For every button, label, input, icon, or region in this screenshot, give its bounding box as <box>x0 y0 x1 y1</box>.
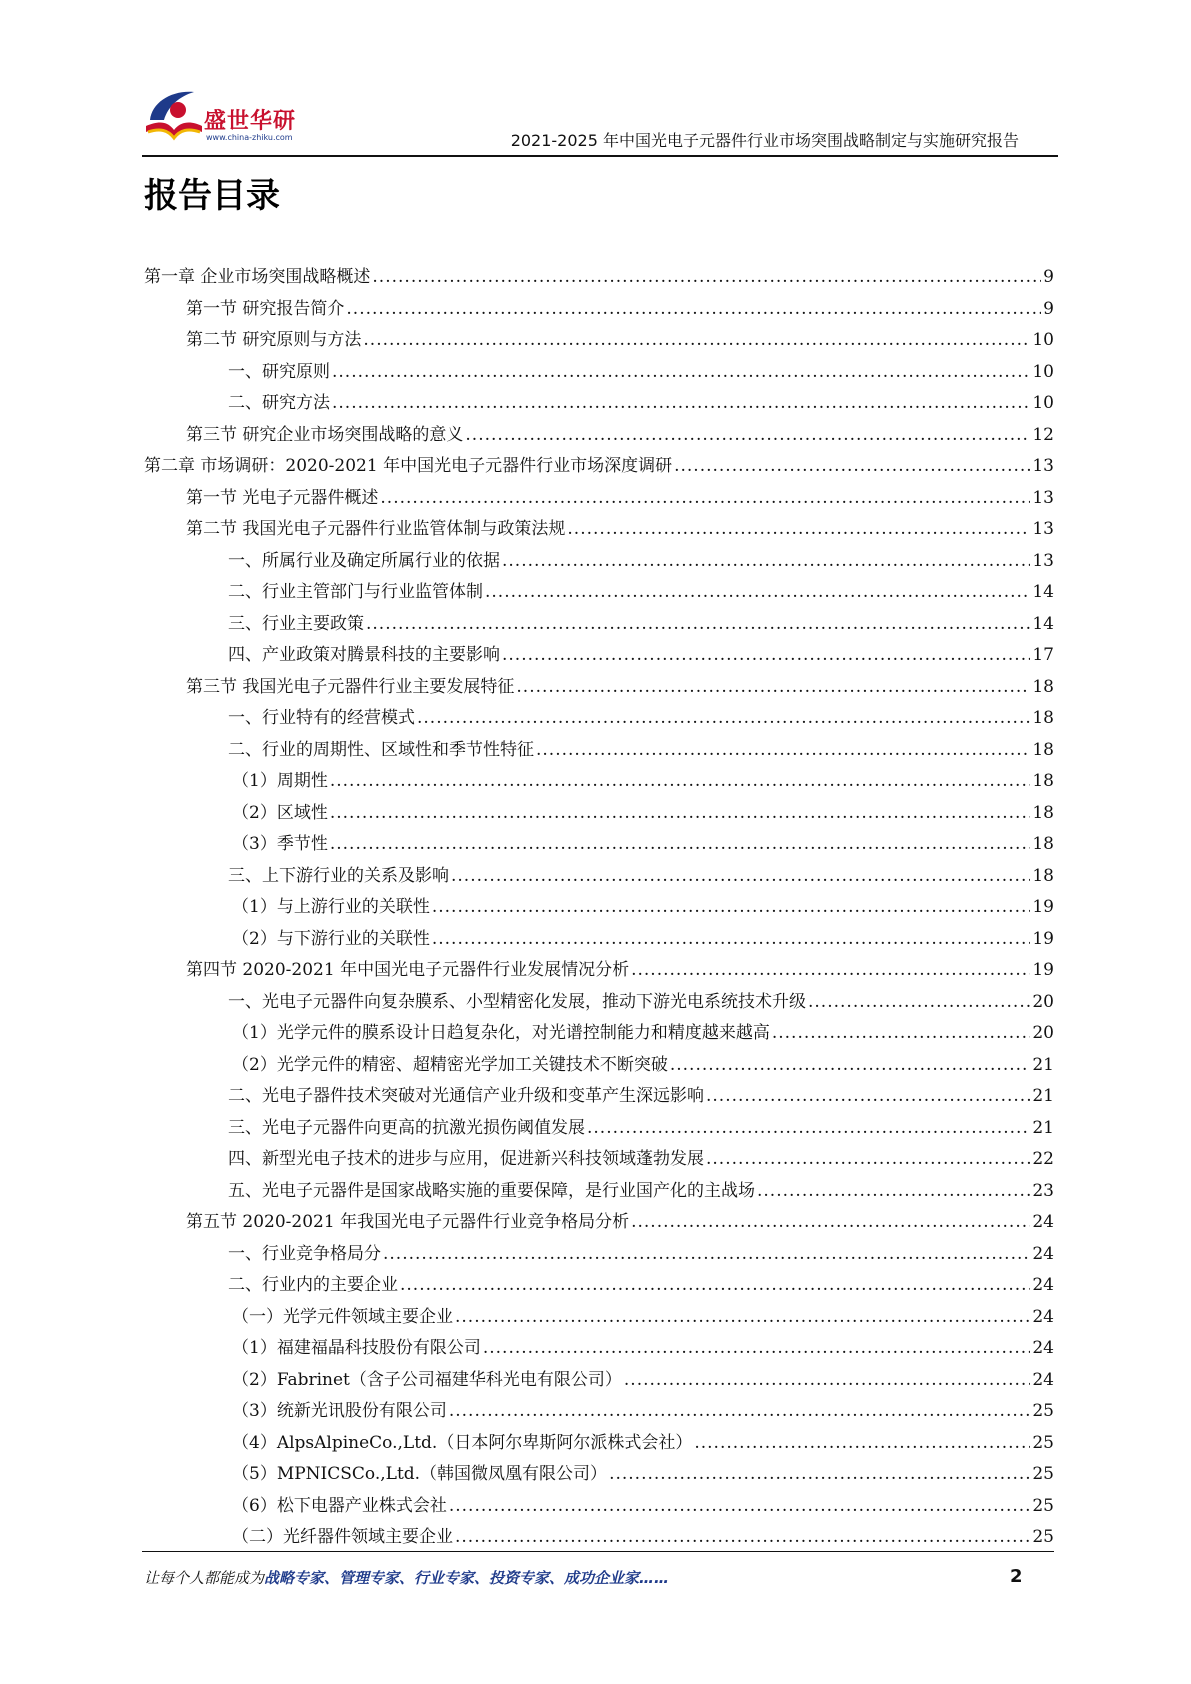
toc-entry[interactable] <box>144 766 1054 798</box>
toc-entry-page: 24 <box>1032 1275 1054 1295</box>
toc-entry[interactable] <box>144 1396 1054 1428</box>
toc-entry-page: 18 <box>1032 708 1054 728</box>
toc-leader-dots <box>624 1370 1030 1390</box>
header-divider <box>142 155 1058 157</box>
toc-entry-label: （6）松下电器产业株式会社 <box>232 1495 447 1516</box>
toc-entry[interactable] <box>144 735 1054 767</box>
report-title: 2021-2025 年中国光电子元器件行业市场突围战略制定与实施研究报告 <box>510 131 1019 150</box>
toc-entry-page: 12 <box>1032 424 1054 445</box>
toc-leader-dots <box>449 1496 1031 1516</box>
toc-entry[interactable] <box>144 1333 1054 1365</box>
toc-entry-page: 22 <box>1032 1149 1054 1169</box>
toc-entry[interactable] <box>144 672 1054 704</box>
toc-leader-dots <box>417 708 1030 728</box>
toc-entry-page: 13 <box>1032 550 1054 571</box>
toc-entry-page: 19 <box>1032 928 1054 949</box>
toc-entry-label: 一、行业竞争格局分 <box>228 1243 381 1264</box>
toc-leader-dots <box>483 1338 1031 1358</box>
toc-entry[interactable] <box>144 1270 1054 1302</box>
toc-entry[interactable] <box>144 294 1054 326</box>
toc-entry-page: 20 <box>1032 991 1054 1012</box>
toc-leader-dots <box>567 519 1030 539</box>
toc-entry[interactable] <box>144 1207 1054 1239</box>
toc-leader-dots <box>631 960 1030 980</box>
toc-entry[interactable] <box>144 1428 1054 1460</box>
toc-entry-label: 第三节 我国光电子元器件行业主要发展特征 <box>186 676 515 697</box>
toc-entry[interactable] <box>144 640 1054 672</box>
toc-entry-page: 25 <box>1032 1401 1054 1421</box>
toc-entry[interactable] <box>144 451 1054 483</box>
toc-entry[interactable] <box>144 987 1054 1019</box>
toc-entry[interactable] <box>144 357 1054 389</box>
toc-entry[interactable] <box>144 861 1054 893</box>
toc-entry-page: 14 <box>1032 613 1054 634</box>
toc-entry-page: 9 <box>1043 267 1054 287</box>
toc-entry-page: 13 <box>1032 456 1054 476</box>
toc-entry-page: 21 <box>1032 1086 1054 1106</box>
toc-entry-label: （1）周期性 <box>232 771 328 791</box>
toc-entry-page: 18 <box>1032 834 1054 854</box>
toc-leader-dots <box>587 1118 1030 1138</box>
toc-entry-label: 二、研究方法 <box>228 393 330 413</box>
toc-entry[interactable] <box>144 1459 1054 1491</box>
toc-leader-dots <box>502 645 1030 665</box>
toc-entry-label: 一、光电子元器件向复杂膜系、小型精密化发展，推动下游光电系统技术升级 <box>228 991 806 1012</box>
toc-entry-label: 第二节 我国光电子元器件行业监管体制与政策法规 <box>186 519 566 539</box>
toc-entry-page: 24 <box>1032 1212 1054 1232</box>
toc-entry-label: （3）季节性 <box>232 834 328 854</box>
toc-leader-dots <box>609 1464 1030 1484</box>
toc-leader-dots <box>346 299 1041 319</box>
page-number: 2 <box>1010 1566 1023 1587</box>
toc-entry-label: （2）Fabrinet（含子公司福建华科光电有限公司） <box>232 1369 622 1390</box>
toc-entry-label: （1）与上游行业的关联性 <box>232 897 430 917</box>
toc-entry-label: 第四节 2020-2021 年中国光电子元器件行业发展情况分析 <box>186 960 630 980</box>
toc-entry-page: 25 <box>1032 1495 1054 1516</box>
toc-leader-dots <box>706 1086 1030 1106</box>
toc-entry-page: 18 <box>1032 865 1054 886</box>
toc-entry-label: 二、行业内的主要企业 <box>228 1275 398 1295</box>
toc-entry[interactable] <box>144 955 1054 987</box>
toc-entry-page: 19 <box>1032 897 1054 917</box>
toc-entry[interactable] <box>144 609 1054 641</box>
toc-entry[interactable] <box>144 703 1054 735</box>
toc-entry[interactable] <box>144 1176 1054 1208</box>
table-of-contents <box>144 262 1054 1554</box>
toc-entry[interactable] <box>144 1081 1054 1113</box>
toc-leader-dots <box>485 582 1030 602</box>
toc-entry[interactable] <box>144 420 1054 452</box>
toc-entry[interactable] <box>144 1050 1054 1082</box>
toc-entry-label: （1）光学元件的膜系设计日趋复杂化，对光谱控制能力和精度越来越高 <box>232 1023 770 1043</box>
toc-entry-label: （4）AlpsAlpineCo.,Ltd.（日本阿尔卑斯阿尔派株式会社） <box>232 1432 693 1453</box>
toc-entry-page: 24 <box>1032 1369 1054 1390</box>
toc-entry-page: 14 <box>1032 582 1054 602</box>
toc-entry-label: 二、光电子器件技术突破对光通信产业升级和变革产生深远影响 <box>228 1086 704 1106</box>
toc-entry-page: 18 <box>1032 676 1054 697</box>
toc-entry-page: 25 <box>1032 1432 1054 1453</box>
toc-entry[interactable] <box>144 1365 1054 1397</box>
toc-leader-dots <box>400 1275 1030 1295</box>
toc-entry-page: 18 <box>1032 771 1054 791</box>
toc-entry-page: 10 <box>1032 330 1054 350</box>
toc-leader-dots <box>366 614 1030 634</box>
toc-leader-dots <box>432 897 1031 917</box>
toc-entry[interactable] <box>144 546 1054 578</box>
toc-entry-label: 三、行业主要政策 <box>228 613 364 634</box>
toc-entry-page: 13 <box>1032 519 1054 539</box>
toc-leader-dots <box>536 740 1030 760</box>
logo-url: www.china-zhiku.com <box>206 133 293 142</box>
toc-leader-dots <box>808 992 1030 1012</box>
toc-entry-label: 一、研究原则 <box>228 361 330 382</box>
toc-entry-label: 第一节 光电子元器件概述 <box>186 487 379 508</box>
toc-entry-label: 第一章 企业市场突围战略概述 <box>144 267 371 287</box>
toc-entry-page: 13 <box>1032 487 1054 508</box>
toc-entry[interactable] <box>144 829 1054 861</box>
footer-divider <box>142 1551 1054 1552</box>
toc-entry-label: 第五节 2020-2021 年我国光电子元器件行业竞争格局分析 <box>186 1212 630 1232</box>
toc-leader-dots <box>757 1181 1030 1201</box>
toc-entry-page: 24 <box>1032 1306 1054 1327</box>
toc-entry-label: 二、行业的周期性、区域性和季节性特征 <box>228 739 534 760</box>
toc-entry-label: （一）光学元件领域主要企业 <box>232 1306 453 1327</box>
toc-entry-label: 三、上下游行业的关系及影响 <box>228 865 449 886</box>
toc-entry-label: 一、行业特有的经营模式 <box>228 708 415 728</box>
toc-entry-label: （二）光纤器件领域主要企业 <box>232 1527 453 1547</box>
toc-entry[interactable] <box>144 892 1054 924</box>
toc-leader-dots <box>380 488 1030 508</box>
toc-leader-dots <box>451 866 1030 886</box>
toc-leader-dots <box>330 803 1031 823</box>
toc-leader-dots <box>330 834 1031 854</box>
toc-entry-page: 18 <box>1032 739 1054 760</box>
toc-leader-dots <box>432 929 1031 949</box>
logo-wordmark: 盛世华研 <box>204 109 297 134</box>
toc-entry[interactable] <box>144 798 1054 830</box>
toc-leader-dots <box>332 362 1030 382</box>
book-swoosh-icon <box>142 82 206 144</box>
toc-leader-dots <box>694 1433 1030 1453</box>
toc-entry-page: 25 <box>1032 1464 1054 1484</box>
toc-entry-label: （5）MPNICSCo.,Ltd.（韩国微凤凰有限公司） <box>232 1464 608 1484</box>
toc-entry[interactable] <box>144 1239 1054 1271</box>
toc-entry-label: （3）统新光讯股份有限公司 <box>232 1401 447 1421</box>
toc-entry[interactable] <box>144 388 1054 420</box>
toc-entry-label: 第三节 研究企业市场突围战略的意义 <box>186 424 464 445</box>
toc-entry-page: 21 <box>1032 1117 1054 1138</box>
toc-entry[interactable] <box>144 483 1054 515</box>
footer-slogan <box>144 1567 669 1588</box>
toc-entry-page: 10 <box>1032 361 1054 382</box>
toc-entry-label: 一、所属行业及确定所属行业的依据 <box>228 550 500 571</box>
toc-leader-dots <box>516 677 1030 697</box>
toc-entry-page: 24 <box>1032 1243 1054 1264</box>
toc-leader-dots <box>383 1244 1030 1264</box>
toc-entry-page: 9 <box>1043 298 1054 319</box>
toc-leader-dots <box>674 456 1030 476</box>
company-logo <box>142 82 312 144</box>
toc-entry-page: 25 <box>1032 1527 1054 1547</box>
toc-entry-label: （2）与下游行业的关联性 <box>232 928 430 949</box>
toc-leader-dots <box>330 771 1031 791</box>
toc-entry-page: 24 <box>1032 1338 1054 1358</box>
toc-entry[interactable] <box>144 262 1054 294</box>
toc-entry-page: 18 <box>1032 802 1054 823</box>
toc-entry-label: 三、光电子元器件向更高的抗激光损伤阈值发展 <box>228 1117 585 1138</box>
toc-leader-dots <box>449 1401 1031 1421</box>
toc-entry[interactable] <box>144 325 1054 357</box>
toc-entry-label: 二、行业主管部门与行业监管体制 <box>228 582 483 602</box>
toc-entry-page: 17 <box>1032 645 1054 665</box>
toc-entry[interactable] <box>144 1302 1054 1334</box>
toc-entry[interactable] <box>144 924 1054 956</box>
toc-entry-page: 21 <box>1032 1054 1054 1075</box>
toc-entry-label: 四、产业政策对腾景科技的主要影响 <box>228 645 500 665</box>
toc-leader-dots <box>706 1149 1030 1169</box>
toc-entry-page: 20 <box>1032 1023 1054 1043</box>
toc-leader-dots <box>670 1055 1031 1075</box>
toc-entry-label: 五、光电子元器件是国家战略实施的重要保障，是行业国产化的主战场 <box>228 1180 755 1201</box>
toc-entry[interactable] <box>144 1144 1054 1176</box>
toc-entry-page: 10 <box>1032 393 1054 413</box>
toc-entry[interactable] <box>144 1018 1054 1050</box>
toc-entry-label: （2）区域性 <box>232 802 328 823</box>
toc-entry-page: 23 <box>1032 1180 1054 1201</box>
toc-entry-label: 第二章 市场调研：2020-2021 年中国光电子元器件行业市场深度调研 <box>144 456 673 476</box>
toc-entry-label: 第二节 研究原则与方法 <box>186 330 362 350</box>
toc-leader-dots <box>455 1307 1030 1327</box>
toc-entry[interactable] <box>144 1491 1054 1523</box>
toc-entry-label: （2）光学元件的精密、超精密光学加工关键技术不断突破 <box>232 1054 668 1075</box>
toc-entry[interactable] <box>144 1113 1054 1145</box>
toc-leader-dots <box>455 1527 1030 1547</box>
toc-leader-dots <box>363 330 1030 350</box>
toc-entry-page: 19 <box>1032 960 1054 980</box>
slogan-prefix: 让每个人都能成为 <box>144 1569 265 1587</box>
toc-entry[interactable] <box>144 577 1054 609</box>
toc-leader-dots <box>465 425 1030 445</box>
toc-leader-dots <box>772 1023 1031 1043</box>
toc-entry[interactable] <box>144 1522 1054 1554</box>
toc-entry-label: 第一节 研究报告简介 <box>186 298 345 319</box>
toc-entry-label: 四、新型光电子技术的进步与应用，促进新兴科技领域蓬勃发展 <box>228 1149 704 1169</box>
toc-entry-label: （1）福建福晶科技股份有限公司 <box>232 1338 481 1358</box>
toc-leader-dots <box>332 393 1030 413</box>
page-title: 报告目录 <box>144 176 280 216</box>
toc-entry[interactable] <box>144 514 1054 546</box>
slogan-highlight: 战略专家、管理专家、行业专家、投资专家、成功企业家…… <box>264 1569 670 1587</box>
toc-leader-dots <box>502 551 1030 571</box>
toc-leader-dots <box>631 1212 1030 1232</box>
toc-leader-dots <box>372 267 1041 287</box>
